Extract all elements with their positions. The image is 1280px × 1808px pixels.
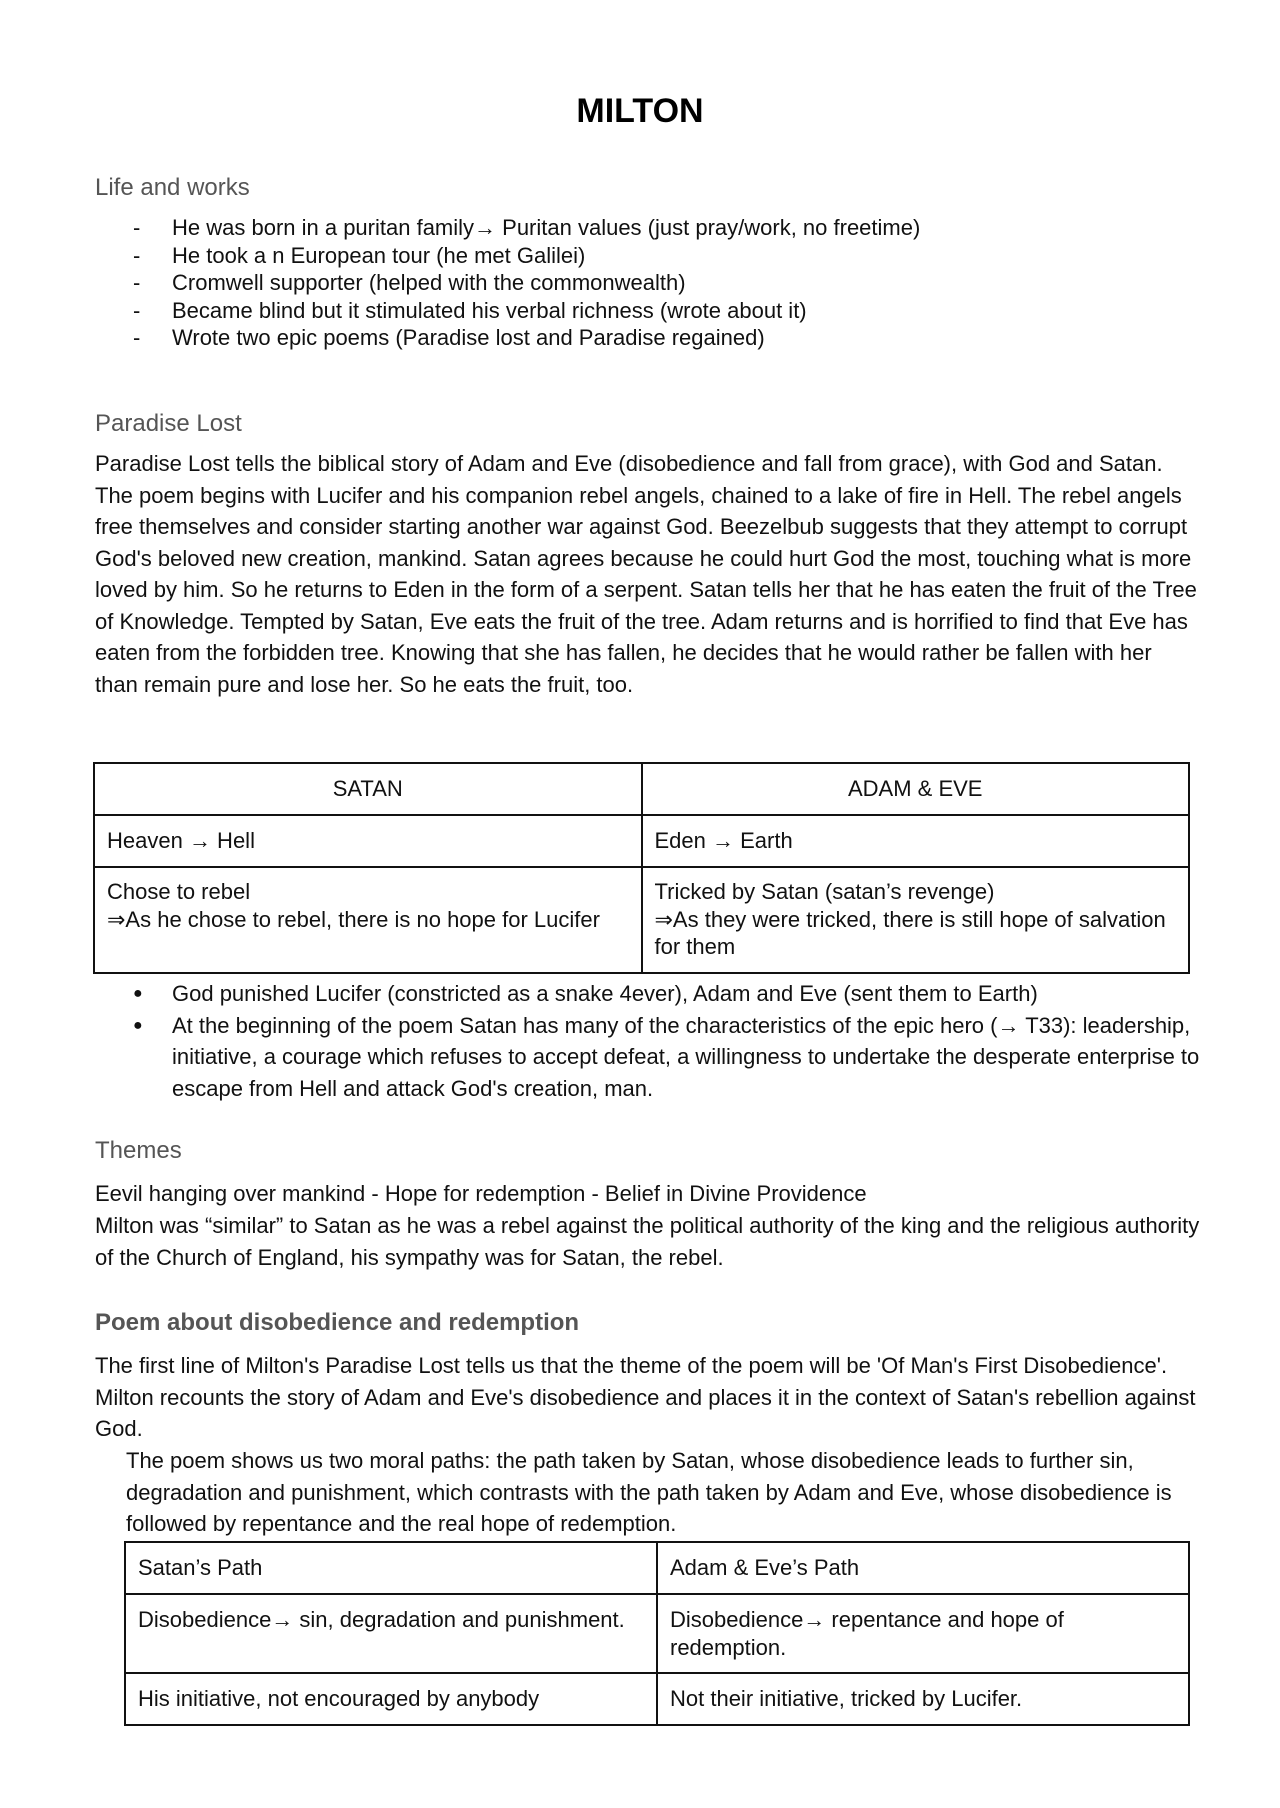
table-cell: Disobedience→ repentance and hope of redemption.	[657, 1594, 1189, 1673]
cell-line: ⇒As they were tricked, there is still hope of salvation for them	[654, 906, 1166, 959]
table-header-adam-eve: ADAM & EVE	[642, 763, 1190, 815]
table-cell	[94, 867, 642, 973]
poem-heading: Poem about disobedience and redemption	[95, 1309, 580, 1336]
list-item: - He was born in a puritan family→ Puritan values (just pray/work, no freetime)	[95, 214, 1195, 242]
list-item: ● God punished Lucifer (constricted as a snake 4ever), Adam and Eve (sent them to Earth)	[95, 978, 1200, 1010]
table-header-satan: SATAN	[94, 763, 642, 815]
cell-line: Chose to rebel	[107, 879, 251, 904]
table-header-adam-eve-path: Adam & Eve’s Path	[657, 1542, 1189, 1594]
bullet-list	[95, 978, 1200, 1104]
life-works-list	[95, 214, 1195, 352]
list-item: - Wrote two epic poems (Paradise lost and Paradise regained)	[95, 324, 1195, 352]
paradise-lost-heading: Paradise Lost	[95, 410, 242, 437]
themes-line-2: Milton was “similar” to Satan as he was a rebel against the political authority of the king and the religious authority of the Church of England, his sympathy was for Satan, the rebel.	[95, 1213, 1200, 1270]
satan-adam-eve-table	[93, 762, 1190, 974]
list-item: - Became blind but it stimulated his verbal richness (wrote about it)	[95, 297, 1195, 325]
table-cell: His initiative, not encouraged by anybody	[125, 1673, 657, 1725]
table-header-satan-path: Satan’s Path	[125, 1542, 657, 1594]
table-cell: Not their initiative, tricked by Lucifer.	[657, 1673, 1189, 1725]
list-item: - Cromwell supporter (helped with the commonwealth)	[95, 269, 1195, 297]
life-works-heading: Life and works	[95, 174, 250, 201]
paradise-lost-paragraph: Paradise Lost tells the biblical story of Adam and Eve (disobedience and fall from grace), with God and Satan. The poem begins with Lucifer and his companion rebel angels, chained to a lake of fire in Hell. The rebel angels free themselves and consider starting another war against God. Beezelbub suggests that they attempt to corrupt God's beloved new creation, mankind. Satan agrees because he could hurt God the most, touching what is more loved by him. So he returns to Eden in the form of a serpent. Satan tells her that he has eaten the fruit of the Tree of Knowledge. Tempted by Satan, Eve eats the fruit of the tree. Adam returns and is horrified to find that Eve has eaten from the forbidden tree. Knowing that she has fallen, he decides that he would rather be fallen with her than remain pure and lose her. So he eats the fruit, too.	[95, 451, 1197, 697]
cell-line: ⇒As he chose to rebel, there is no hope for Lucifer	[107, 906, 600, 932]
page-title: MILTON	[576, 92, 704, 130]
themes-heading: Themes	[95, 1137, 182, 1164]
poem-paragraph-1: The first line of Milton's Paradise Lost tells us that the theme of the poem will be 'Of Man's First Disobedience'. Milton recounts the story of Adam and Eve's disobedience and places it in the context of Satan's rebellion against God.	[95, 1353, 1196, 1441]
paths-table	[124, 1541, 1190, 1726]
table-cell	[642, 867, 1190, 973]
list-item: - He took a n European tour (he met Galilei)	[95, 242, 1195, 270]
list-item: ● At the beginning of the poem Satan has many of the characteristics of the epic hero (→ T33): leadership, initiative, a courage which refuses to accept defeat, a willingness to undertake the desperate enterprise to escape from Hell and attack God's creation, man.	[95, 1010, 1200, 1105]
table-cell: Heaven → Hell	[94, 815, 642, 867]
themes-line-1: Eevil hanging over mankind - Hope for redemption - Belief in Divine Providence	[95, 1181, 867, 1206]
poem-paragraph-2: The poem shows us two moral paths: the path taken by Satan, whose disobedience leads to further sin, degradation and punishment, which contrasts with the path taken by Adam and Eve, whose disobedience is followed by repentance and the real hope of redemption.	[126, 1448, 1172, 1536]
table-cell: Eden → Earth	[642, 815, 1190, 867]
table-cell: Disobedience→ sin, degradation and punishment.	[125, 1594, 657, 1673]
cell-line: Tricked by Satan (satan’s revenge)	[654, 879, 995, 904]
